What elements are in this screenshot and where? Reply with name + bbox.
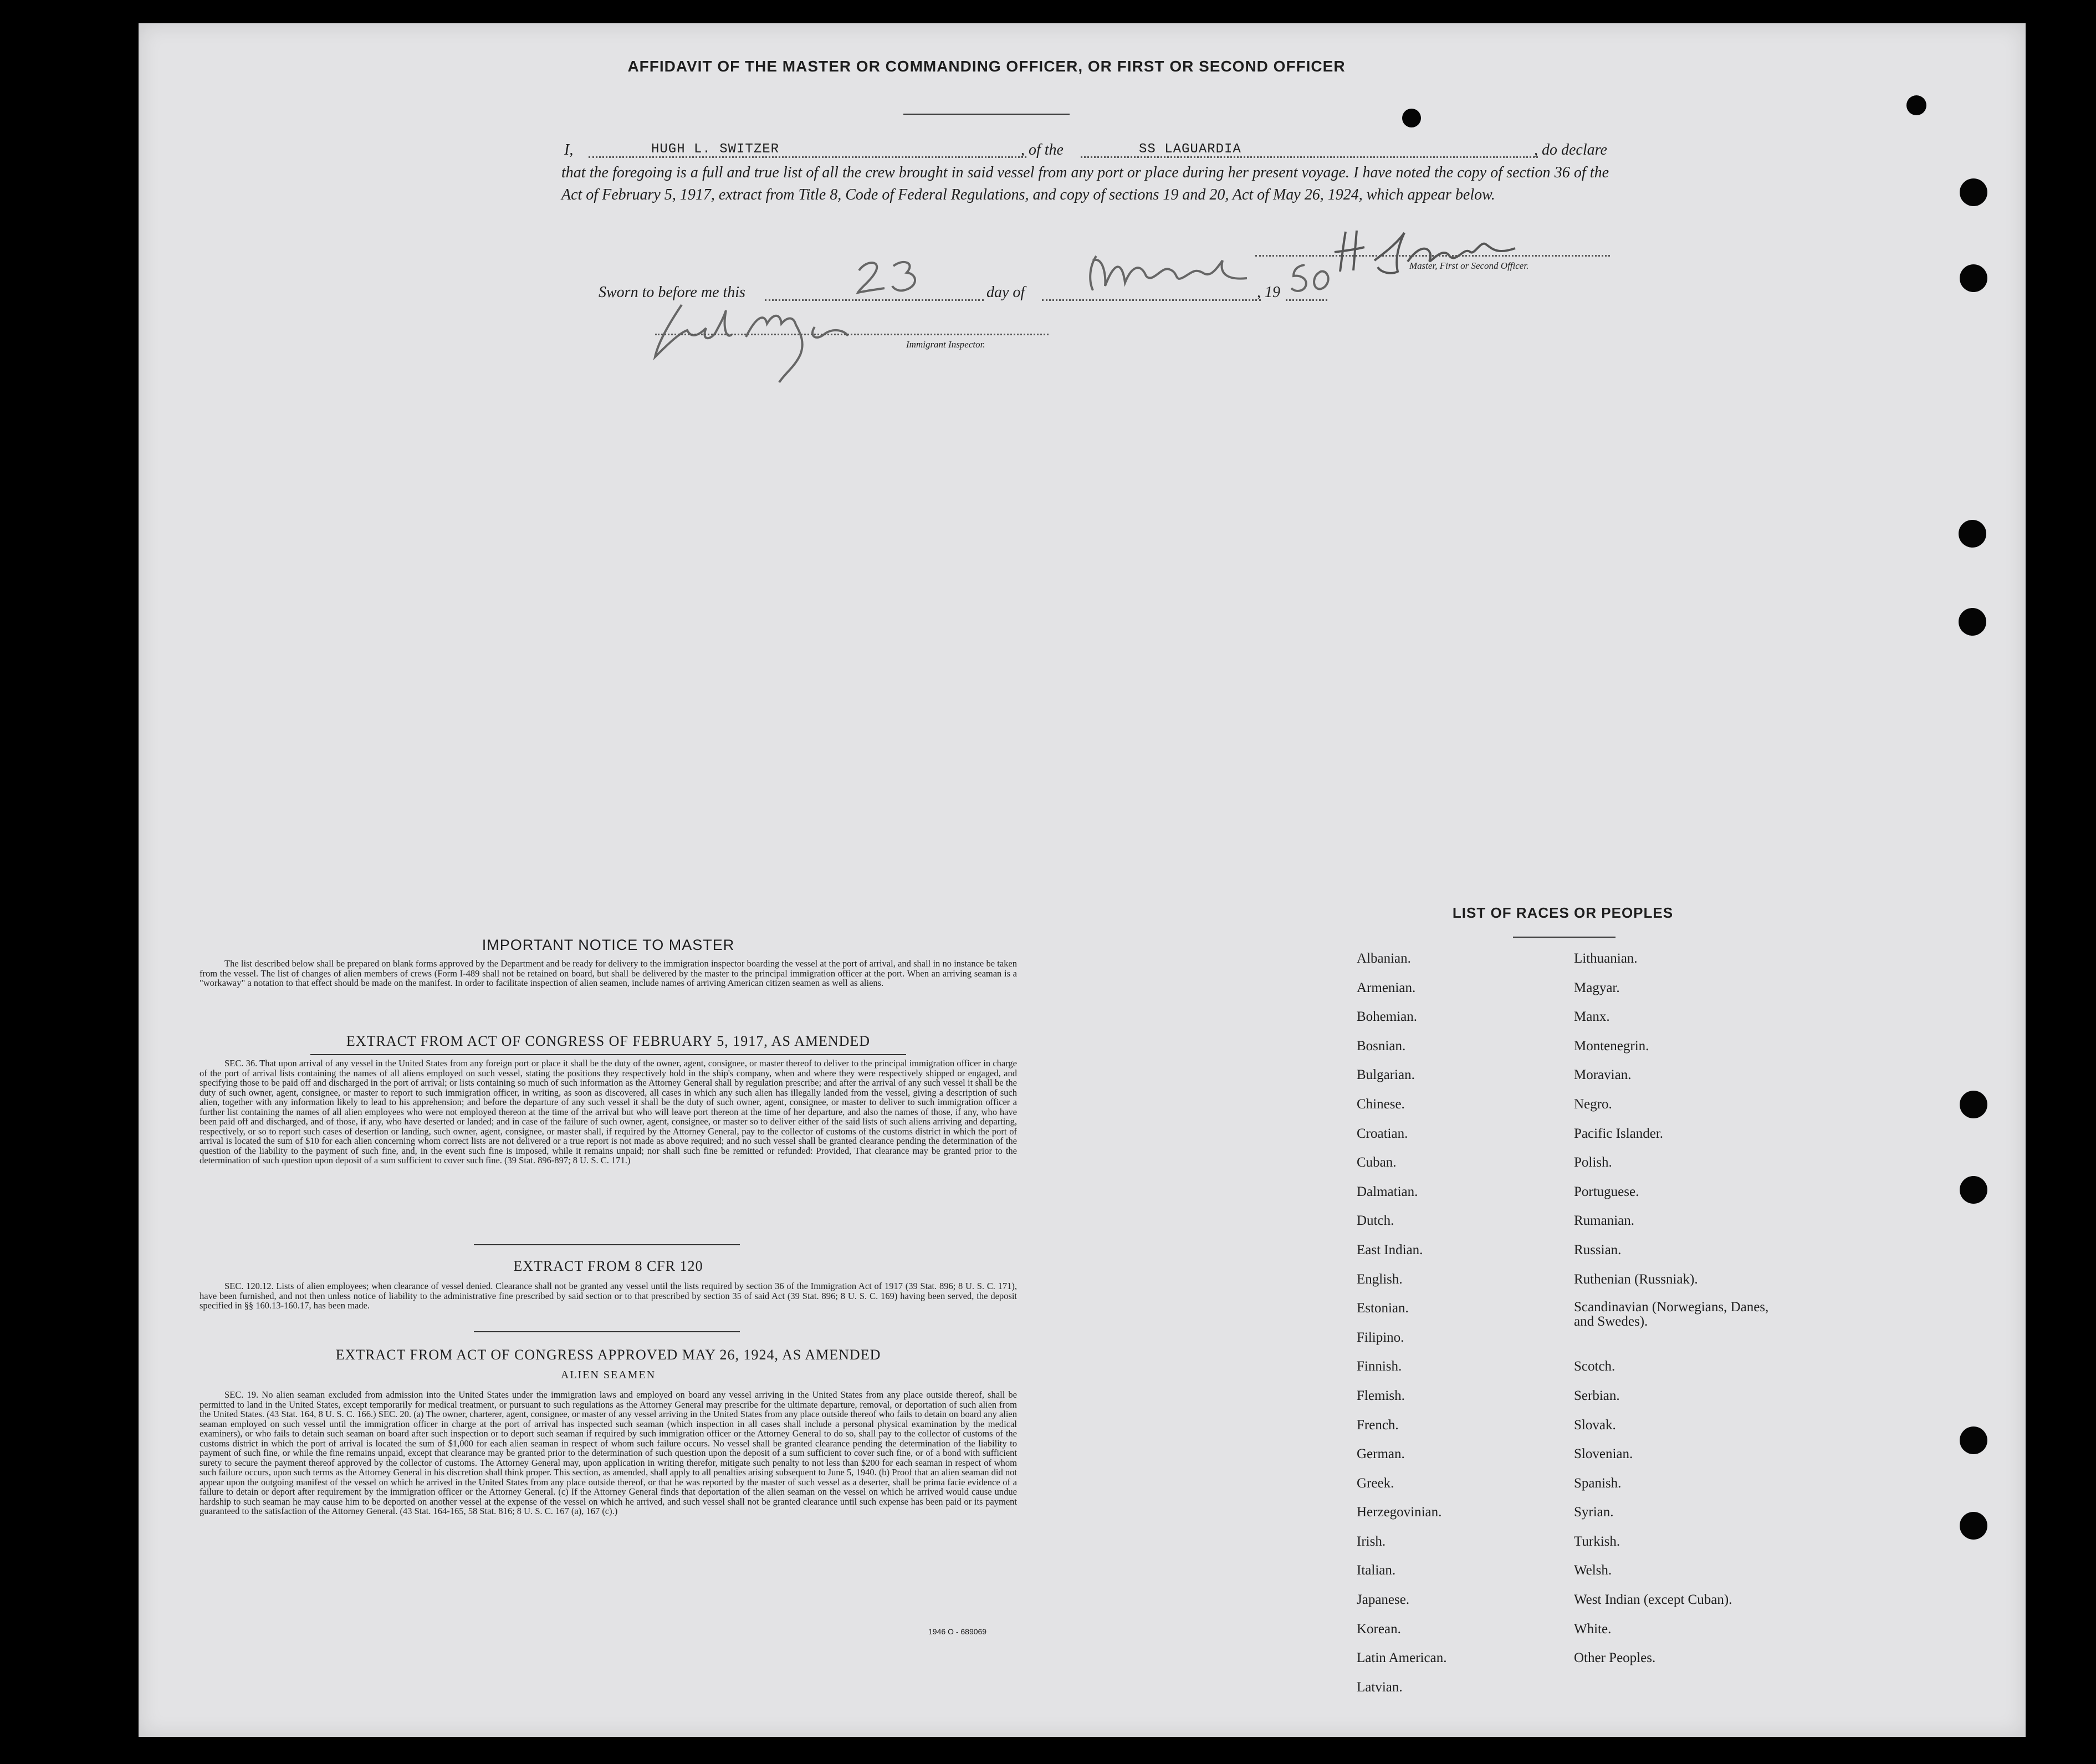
of-the-label: , of the <box>1021 141 1064 158</box>
race-item: Slovenian. <box>1574 1446 1633 1462</box>
race-item: Dutch. <box>1357 1213 1394 1229</box>
section-divider <box>474 1331 740 1332</box>
inspector-signature-line <box>655 334 1049 335</box>
affidavit-declaration: that the foregoing is a full and true list of all the crew brought in said vessel from any port or place during her present voyage. I have noted the copy of section 36 of the Act of February 5, 1917, extract from Title 8, Code of Federal Regulations, and copy of sections 19 and 20, Act of May 26, 1924, which appear below. <box>561 164 1609 203</box>
race-item: Moravian. <box>1574 1067 1632 1083</box>
inspector-caption: Immigrant Inspector. <box>906 339 985 350</box>
extract-cfr-text: SEC. 120.12. Lists of alien employees; when clearance of vessel denied. Clearance shall not be granted any vessel until the lists required by section 36 of the Immigration Act of 1917 (39 Stat. 896; 8 U. S. C. 171), have been furnished, and not then unless notice of liability to the administrative fine prescribed by said section or to that prescribed by section 35 of said Act (39 Stat. 896; 8 U. S. C. 169) having been served, the deposit specified in §§ 160.13-160.17, has been made. <box>200 1281 1017 1311</box>
race-item: White. <box>1574 1621 1612 1637</box>
binder-hole <box>1960 1176 1987 1204</box>
binder-hole <box>1960 264 1987 292</box>
race-item: Bohemian. <box>1357 1009 1418 1025</box>
race-item: Ruthenian (Russniak). <box>1574 1271 1698 1287</box>
race-item: Croatian. <box>1357 1126 1408 1141</box>
races-column-1 <box>1357 950 1446 1708</box>
race-item: Filipino. <box>1357 1330 1404 1345</box>
binder-hole <box>1960 178 1987 206</box>
race-item: Armenian. <box>1357 980 1416 995</box>
race-item: East Indian. <box>1357 1242 1423 1257</box>
race-item: Pacific Islander. <box>1574 1126 1664 1141</box>
race-item: Latin American. <box>1357 1650 1447 1666</box>
race-item: Syrian. <box>1574 1505 1614 1520</box>
race-item: Herzegovinian. <box>1357 1505 1442 1520</box>
extract-1924-title: EXTRACT FROM ACT OF CONGRESS APPROVED MAY 26, 1924, AS AMENDED <box>335 1347 881 1363</box>
race-item: Latvian. <box>1357 1679 1403 1695</box>
race-item: German. <box>1357 1446 1405 1462</box>
extract-cfr-title: EXTRACT FROM 8 CFR 120 <box>513 1258 703 1274</box>
binder-hole <box>1960 1091 1987 1118</box>
race-item: Manx. <box>1574 1009 1610 1025</box>
race-item: Irish. <box>1357 1533 1386 1549</box>
race-item: Bulgarian. <box>1357 1067 1415 1083</box>
race-item <box>1574 1330 1790 1359</box>
race-item: Magyar. <box>1574 980 1620 995</box>
binder-hole <box>1402 109 1421 127</box>
race-item: Dalmatian. <box>1357 1184 1418 1199</box>
race-item: Albanian. <box>1357 951 1411 966</box>
declarant-name[interactable]: HUGH L. SWITZER <box>651 142 780 157</box>
handwritten-year <box>1287 260 1337 299</box>
race-item: Polish. <box>1574 1155 1612 1170</box>
race-item: Slovak. <box>1574 1417 1616 1433</box>
alien-seamen-subtitle: ALIEN SEAMEN <box>560 1369 656 1381</box>
inspector-signature <box>648 288 914 388</box>
vessel-name[interactable]: SS LAGUARDIA <box>1139 142 1241 157</box>
races-title-underline <box>1513 937 1616 938</box>
race-item: Negro. <box>1574 1096 1612 1112</box>
title-underline <box>903 114 1070 115</box>
binder-hole <box>1960 1426 1987 1454</box>
day-of-label: day of <box>986 284 1025 301</box>
race-item: Scandinavian (Norwegians, Danes, and Swedes). <box>1574 1300 1769 1330</box>
year-line <box>1286 299 1327 301</box>
races-column-2 <box>1574 950 1790 1708</box>
section-divider <box>474 1244 740 1245</box>
race-item: Rumanian. <box>1574 1213 1635 1229</box>
notice-text: The list described below shall be prepared on blank forms approved by the Department and be ready for delivery to the immigration inspector boarding the vessel at the port of arrival, and shall in no instance be taken from the vessel. The list of changes of alien members of crews (Form I-489 shall not be retained on board, but shall be delivered by the master to the principal immigration officer at the port. When an arriving seaman is a "workaway" a notation to that effect should be made on the manifest. In order to facilitate inspection of alien seamen, include names of arriving American citizen seamen as well as aliens. <box>200 958 1017 988</box>
declarant-label: I, <box>564 141 574 158</box>
master-signature-caption: Master, First or Second Officer. <box>1409 260 1529 271</box>
extract-1917-title: EXTRACT FROM ACT OF CONGRESS OF FEBRUARY 5, 1917, AS AMENDED <box>346 1033 871 1049</box>
race-item: Cuban. <box>1357 1155 1397 1170</box>
race-item: Welsh. <box>1574 1563 1612 1578</box>
race-item: Greek. <box>1357 1475 1394 1491</box>
race-item: Serbian. <box>1574 1388 1620 1403</box>
binder-hole <box>1959 520 1986 548</box>
race-item <box>1574 1679 1790 1709</box>
race-item: Other Peoples. <box>1574 1650 1656 1666</box>
sworn-label: Sworn to before me this <box>599 284 745 301</box>
extract-1917-text: SEC. 36. That upon arrival of any vessel in the United States from any foreign port or place it shall be the duty of the owner, agent, consignee, or master thereof to deliver to the principal immigration officer in charge of the port of arrival lists containing the names of all aliens employed on such vessel, stating the positions they respectively hold in the ship's company, when and where they were respectively shipped or engaged, and specifying those to be paid off and discharged in the port of arrival; or lists containing so much of such information as the Attorney General shall by regulation prescribe; and after the arrival of any such vessel it shall be the duty of such owner, agent, consignee, or master to report to such immigration officer, in writing, as soon as discovered, all cases in which any such alien has illegally landed from the vessel, giving a description of such alien, together with any information likely to lead to his apprehension; and before the departure of any such vessel it shall be the duty of such owner, agent, consignee, or master to deliver to such immigration officer a further list containing the names of all alien employees who were not employed thereon at the time of the arrival but who will leave port thereon at the time of her departure, and also the names of those, if any, who have been paid off and discharged, and of those, if any, who have deserted or landed; and in case of the failure of such owner, agent, consignee, or master so to deliver either of the said lists of such aliens arriving and departing, respectively, or so to report such cases of desertion or landing, such owner, agent, consignee, or master shall, if required by the Attorney General, pay to the collector of customs of the customs district in which the port of arrival is located the sum of $10 for each alien concerning whom correct lists are not delivered or a true report is not made as above required; and no such vessel shall be granted clearance pending the determination of the question of the liability to the payment of such fine, and, in the event such fine is imposed, while it remains unpaid; nor shall such fine be remitted or refunded: Provided, That clearance may be granted prior to the determination of such question upon deposit of a sum sufficient to cover such fine. (39 Stat. 896-897; 8 U. S. C. 171.) <box>200 1058 1017 1165</box>
race-item: Chinese. <box>1357 1096 1405 1112</box>
race-item: Finnish. <box>1357 1359 1402 1374</box>
race-item: French. <box>1357 1417 1399 1433</box>
race-item: Korean. <box>1357 1621 1401 1637</box>
race-item: Lithuanian. <box>1574 951 1638 966</box>
race-item: Turkish. <box>1574 1533 1620 1549</box>
sworn-month-line <box>1042 299 1261 301</box>
race-item: Scotch. <box>1574 1359 1616 1374</box>
race-item: Spanish. <box>1574 1475 1622 1491</box>
races-title: LIST OF RACES OR PEOPLES <box>1452 904 1674 921</box>
print-code: 1946 O - 689069 <box>928 1627 987 1636</box>
race-item: West Indian (except Cuban). <box>1574 1592 1732 1608</box>
race-item: Portuguese. <box>1574 1184 1639 1199</box>
year-prefix: , 19 <box>1257 284 1280 301</box>
race-item: Flemish. <box>1357 1388 1405 1403</box>
binder-hole <box>1906 95 1926 115</box>
extract-1917-underline <box>310 1054 906 1055</box>
binder-hole <box>1960 1512 1987 1540</box>
race-item: Montenegrin. <box>1574 1038 1649 1054</box>
notice-title: IMPORTANT NOTICE TO MASTER <box>482 937 735 953</box>
race-item: Bosnian. <box>1357 1038 1406 1054</box>
race-item: Italian. <box>1357 1563 1396 1578</box>
master-signature <box>1330 222 1530 283</box>
extract-1924-text: SEC. 19. No alien seaman excluded from admission into the United States under the immigration laws and employed on board any vessel arriving in the United States from any place outside thereof, shall be permitted to land in the United States, except temporarily for medical treatment, or pursuant to such regulations as the Attorney General may prescribe for the ultimate departure, removal, or deportation of such alien from the United States. (43 Stat. 164, 8 U. S. C. 166.) SEC. 20. (a) The owner, charterer, agent, consignee, or master of any vessel arriving in the United States from any place outside thereof who fails to detain on board any alien seaman employed on such vessel until the immigration officer in charge at the port of arrival has inspected such seaman (which inspection in all cases shall include a personal physical examination by the medical examiners), or who fails to detain such seaman on board after such inspection or to deport such seaman if required by such immigration officer or the Attorney General to do so, shall pay to the collector of customs of the customs district in which the port of arrival is located the sum of $1,000 for each alien seaman in respect of whom such failure occurs. No vessel shall be granted clearance pending the determination of the liability to payment of such fine, or while the fine remains unpaid, except that clearance may be granted prior to the determination of such question upon the deposit of a sum sufficient to cover such fine, or of a bond with sufficient surety to secure the payment thereof approved by the collector of customs. The Attorney General may, upon application in writing therefor, mitigate such penalty to not less than $200 for each seaman in respect of whom such failure occurs, upon such terms as the Attorney General in his discretion shall think proper. This section, as amended, shall apply to all penalties arising subsequent to June 5, 1940. (b) Proof that an alien seaman did not appear upon the outgoing manifest of the vessel on which he arrived in the United States from any place outside thereof, or that he was reported by the master of such vessel as a deserter, shall be prima facie evidence of a failure to detain or deport after requirement by the immigration officer or the Attorney General. (c) If the Attorney General finds that deportation of the alien seaman on the vessel on which he arrived would cause undue hardship to such seaman he may cause him to be deported on another vessel at the expense of the vessel on which he arrived, and such vessel shall not be granted clearance until such expense has been paid or its payment guaranteed to the satisfaction of the Attorney General. (43 Stat. 164-165, 58 Stat. 816; 8 U. S. C. 167 (a), 167 (c).) <box>200 1389 1017 1516</box>
race-item: Japanese. <box>1357 1592 1410 1608</box>
handwritten-month <box>1081 244 1264 299</box>
race-item: Russian. <box>1574 1242 1622 1257</box>
race-item: Estonian. <box>1357 1301 1409 1316</box>
affidavit-title: AFFIDAVIT OF THE MASTER OR COMMANDING OFFICER, OR FIRST OR SECOND OFFICER <box>627 58 1346 75</box>
race-item: English. <box>1357 1271 1403 1287</box>
binder-hole <box>1959 608 1986 636</box>
do-declare-label: , do declare <box>1534 141 1607 158</box>
